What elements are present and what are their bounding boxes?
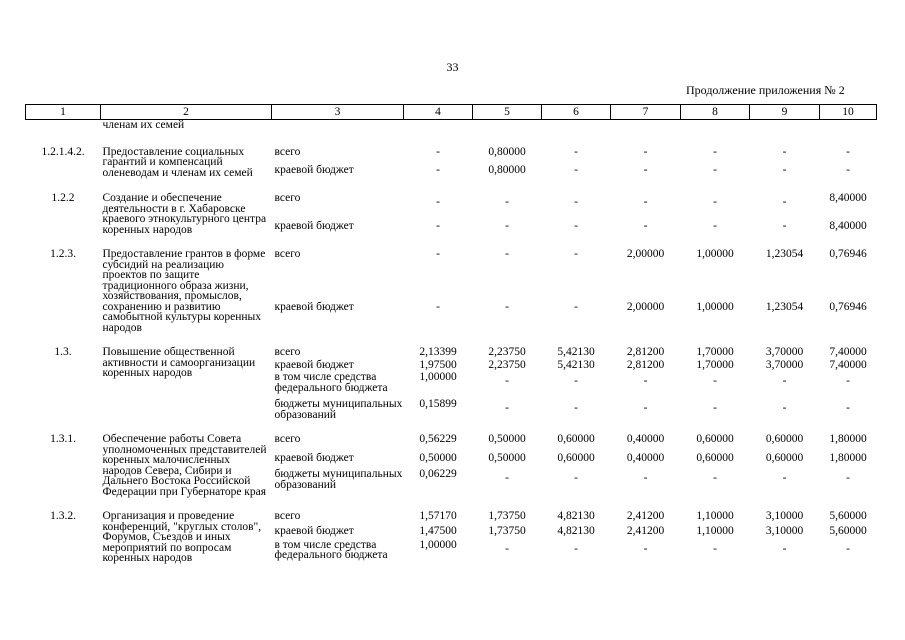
value-cell-col-10: - — [846, 375, 850, 387]
value-cell-col-4: - — [436, 248, 440, 260]
value-cell-col-5: 0,50000 — [488, 433, 526, 445]
value-cell-col-7: 2,81200 — [626, 346, 665, 358]
row-name: Повышение общественной активности и самоорганизации коренных народов — [102, 346, 256, 379]
row-name: Обеспечение работы Совета уполномоченных представителей коренных малочисленных народов Севера, Сибири и Дальнего Востока Российской Федерации при Губернаторе края — [102, 433, 267, 498]
table-row — [26, 420, 877, 451]
lead-text: членам их семей — [102, 119, 185, 131]
col-header-7: 7 — [611, 105, 681, 120]
value-cell-col-5: - — [505, 472, 509, 485]
row-number: 1.2.2 — [51, 192, 75, 204]
funding-source: в том числе средства федерального бюджета — [274, 371, 388, 394]
value-cell-col-4: 2,13399 — [419, 346, 457, 358]
funding-source: всего — [274, 433, 301, 445]
value-cell-col-7: - — [643, 375, 648, 387]
table-row — [26, 131, 877, 163]
header-row — [26, 105, 877, 120]
funding-source: краевой бюджет — [274, 452, 354, 465]
empty-cell — [26, 120, 101, 131]
row-name: Создание и обеспечение деятельности в г. Хабаровске краевого этнокультурного центра коренных народов — [102, 192, 267, 236]
value-cell-col-8: - — [713, 542, 717, 555]
value-cell-col-9: 0,60000 — [765, 452, 804, 465]
value-cell-col-5: 2,23750 — [488, 346, 526, 358]
value-cell-col-5: 1,73750 — [488, 525, 526, 538]
value-cell-col-8: - — [713, 402, 717, 414]
funding-source: в том числе средства федерального бюджета — [274, 538, 388, 562]
funding-source: бюджеты муниципальных образований — [274, 398, 403, 421]
table-row — [26, 333, 877, 358]
value-cell-col-10: - — [846, 472, 850, 485]
value-cell-col-10: 5,60000 — [829, 510, 867, 522]
value-cell-col-5: 0,80000 — [488, 163, 526, 176]
value-cell-col-4: 1,00000 — [419, 538, 457, 551]
value-cell-col-8: 1,70000 — [696, 346, 734, 358]
value-cell-col-7: - — [643, 472, 648, 485]
row-number: 1.3.1. — [50, 433, 76, 445]
value-cell-col-9: 3,10000 — [765, 510, 804, 522]
value-cell-col-5: 0,50000 — [488, 452, 526, 465]
value-cell-col-5: - — [505, 402, 509, 414]
value-cell-col-6: - — [574, 248, 578, 260]
value-cell-col-8: - — [713, 220, 717, 233]
value-cell-col-9: - — [782, 163, 787, 176]
value-cell-col-9: - — [782, 220, 787, 233]
value-cell-col-9: - — [782, 196, 787, 208]
value-cell-col-7: 2,00000 — [626, 248, 665, 260]
value-cell-col-8: - — [713, 375, 717, 387]
empty-cell — [611, 120, 681, 131]
value-cell-col-4: 1,57170 — [419, 510, 457, 522]
value-cell-col-9: 3,70000 — [765, 358, 804, 371]
value-cell-col-9: - — [782, 542, 787, 555]
col-header-3: 3 — [272, 105, 404, 120]
value-cell-col-10: - — [846, 163, 850, 176]
value-cell-col-8: - — [713, 196, 717, 208]
value-cell-col-8: 1,70000 — [696, 358, 734, 371]
value-cell-col-8: 1,10000 — [696, 525, 734, 538]
value-cell-col-6: - — [574, 145, 578, 158]
value-cell-col-4: 0,50000 — [419, 452, 457, 465]
value-cell-col-10: 1,80000 — [829, 433, 867, 445]
col-header-5: 5 — [473, 105, 542, 120]
funding-source: краевой бюджет — [274, 525, 354, 538]
value-cell-col-5: - — [505, 196, 509, 208]
value-cell-col-10: 8,40000 — [829, 220, 867, 233]
value-cell-col-10: - — [846, 402, 850, 414]
col-header-6: 6 — [542, 105, 611, 120]
row-number: 1.3. — [54, 346, 72, 358]
empty-cell — [404, 120, 473, 131]
value-cell-col-6: - — [574, 220, 578, 233]
value-cell-col-10: 1,80000 — [829, 452, 867, 465]
empty-cell — [542, 120, 611, 131]
value-cell-col-7: - — [643, 220, 648, 233]
value-cell-col-6: 5,42130 — [557, 346, 595, 358]
funding-source: краевой бюджет — [274, 220, 354, 233]
value-cell-col-8: 0,60000 — [696, 452, 734, 465]
value-cell-col-10: 5,60000 — [829, 525, 867, 538]
value-cell-col-8: - — [713, 145, 717, 158]
value-cell-col-9: - — [782, 375, 787, 387]
value-cell-col-6: 0,60000 — [557, 452, 595, 465]
funding-source: всего — [274, 192, 301, 204]
col-header-10: 10 — [820, 105, 877, 120]
value-cell-col-9: - — [782, 402, 787, 414]
value-cell-col-10: 7,40000 — [829, 346, 867, 358]
value-cell-col-8: 1,10000 — [696, 510, 734, 522]
value-cell-col-4: 0,06229 — [419, 468, 457, 481]
value-cell-col-6: - — [574, 196, 578, 208]
funding-source: всего — [274, 248, 301, 260]
empty-cell — [820, 120, 877, 131]
budget-table — [25, 104, 877, 564]
value-cell-col-7: - — [643, 196, 648, 208]
page-number: 33 — [446, 60, 459, 74]
value-cell-col-8: - — [713, 163, 717, 176]
empty-cell — [681, 120, 750, 131]
value-cell-col-4: - — [436, 220, 440, 233]
value-cell-col-9: 1,23054 — [765, 300, 804, 313]
value-cell-col-10: 8,40000 — [829, 192, 867, 204]
value-cell-col-5: - — [505, 375, 509, 387]
value-cell-col-6: - — [574, 300, 578, 313]
value-cell-col-10: - — [846, 542, 850, 555]
value-cell-col-10: 0,76946 — [829, 248, 867, 260]
value-cell-col-9: 1,23054 — [765, 248, 804, 260]
value-cell-col-10: - — [846, 145, 850, 158]
empty-cell — [473, 120, 542, 131]
funding-source: всего — [274, 346, 301, 358]
table-row — [26, 178, 877, 213]
col-header-9: 9 — [750, 105, 820, 120]
value-cell-col-6: - — [574, 375, 578, 387]
value-cell-col-7: - — [643, 542, 648, 555]
value-cell-col-10: 0,76946 — [829, 300, 867, 313]
table-row-lead — [26, 120, 877, 131]
row-number: 1.2.3. — [50, 248, 76, 260]
value-cell-col-6: 0,60000 — [557, 433, 595, 445]
value-cell-col-10: 7,40000 — [829, 358, 867, 371]
col-header-1: 1 — [26, 105, 101, 120]
value-cell-col-7: - — [643, 145, 648, 158]
funding-source: краевой бюджет — [274, 163, 354, 176]
value-cell-col-8: - — [713, 472, 717, 485]
row-name: Предоставление грантов в форме субсидий на реализацию проектов по защите традиционного образа жизни, хозяйствования, промыслов, сохранению и развитию самобытной культуры коренных народов — [102, 248, 266, 334]
row-name: Организация и проведение конференций, "круглых столов", Форумов, Съездов и иных мероприятий по вопросам коренных народов — [102, 510, 262, 564]
value-cell-col-5: 1,73750 — [488, 510, 526, 522]
empty-cell — [750, 120, 820, 131]
value-cell-col-9: 3,70000 — [765, 346, 804, 358]
value-cell-col-7: - — [643, 402, 648, 414]
value-cell-col-7: - — [643, 163, 648, 176]
value-cell-col-8: 1,00000 — [696, 248, 734, 260]
empty-cell — [272, 120, 404, 131]
value-cell-col-6: - — [574, 402, 578, 414]
value-cell-col-4: 0,56229 — [419, 433, 457, 445]
value-cell-col-7: 0,40000 — [626, 433, 665, 445]
value-cell-col-4: - — [436, 163, 440, 176]
funding-source: краевой бюджет — [274, 358, 354, 371]
value-cell-col-6: - — [574, 163, 578, 176]
row-number: 1.2.1.4.2. — [41, 145, 85, 158]
value-cell-col-4: - — [436, 196, 440, 208]
row-number: 1.3.2. — [50, 510, 76, 522]
value-cell-col-6: - — [574, 472, 578, 485]
value-cell-col-5: - — [505, 300, 509, 313]
table-row — [26, 497, 877, 524]
value-cell-col-7: 2,00000 — [626, 300, 665, 313]
funding-source: краевой бюджет — [274, 300, 354, 313]
value-cell-col-9: - — [782, 472, 787, 485]
value-cell-col-6: 4,82130 — [557, 525, 595, 538]
value-cell-col-7: 2,41200 — [626, 525, 665, 538]
value-cell-col-9: 3,10000 — [765, 525, 804, 538]
continuation-title: Продолжение приложения № 2 — [686, 83, 845, 97]
funding-source: всего — [274, 145, 301, 158]
col-header-8: 8 — [681, 105, 750, 120]
value-cell-col-6: 4,82130 — [557, 510, 595, 522]
value-cell-col-4: - — [436, 145, 440, 158]
value-cell-col-5: 2,23750 — [488, 358, 526, 371]
col-header-2: 2 — [101, 105, 272, 120]
value-cell-col-8: 0,60000 — [696, 433, 734, 445]
funding-source: всего — [274, 510, 301, 522]
value-cell-col-4: 1,97500 — [419, 358, 457, 371]
value-cell-col-9: 0,60000 — [765, 433, 804, 445]
value-cell-col-4: 1,47500 — [419, 525, 457, 538]
value-cell-col-7: 2,81200 — [626, 358, 665, 371]
col-header-4: 4 — [404, 105, 473, 120]
table-row — [26, 235, 877, 300]
value-cell-col-7: 2,41200 — [626, 510, 665, 522]
value-cell-col-6: - — [574, 542, 578, 555]
funding-source: бюджеты муниципальных образований — [274, 468, 403, 491]
value-cell-col-4: 0,15899 — [419, 398, 457, 410]
value-cell-col-5: - — [505, 248, 509, 260]
value-cell-col-8: 1,00000 — [696, 300, 734, 313]
value-cell-col-5: 0,80000 — [488, 145, 526, 158]
value-cell-col-7: 0,40000 — [626, 452, 665, 465]
value-cell-col-5: - — [505, 220, 509, 233]
value-cell-col-6: 5,42130 — [557, 358, 595, 371]
value-cell-col-4: 1,00000 — [419, 371, 457, 383]
value-cell-col-4: - — [436, 300, 440, 313]
row-name: Предоставление социальных гарантий и компенсаций оленеводам и членам их семей — [102, 145, 253, 179]
value-cell-col-5: - — [505, 542, 509, 555]
value-cell-col-9: - — [782, 145, 787, 158]
